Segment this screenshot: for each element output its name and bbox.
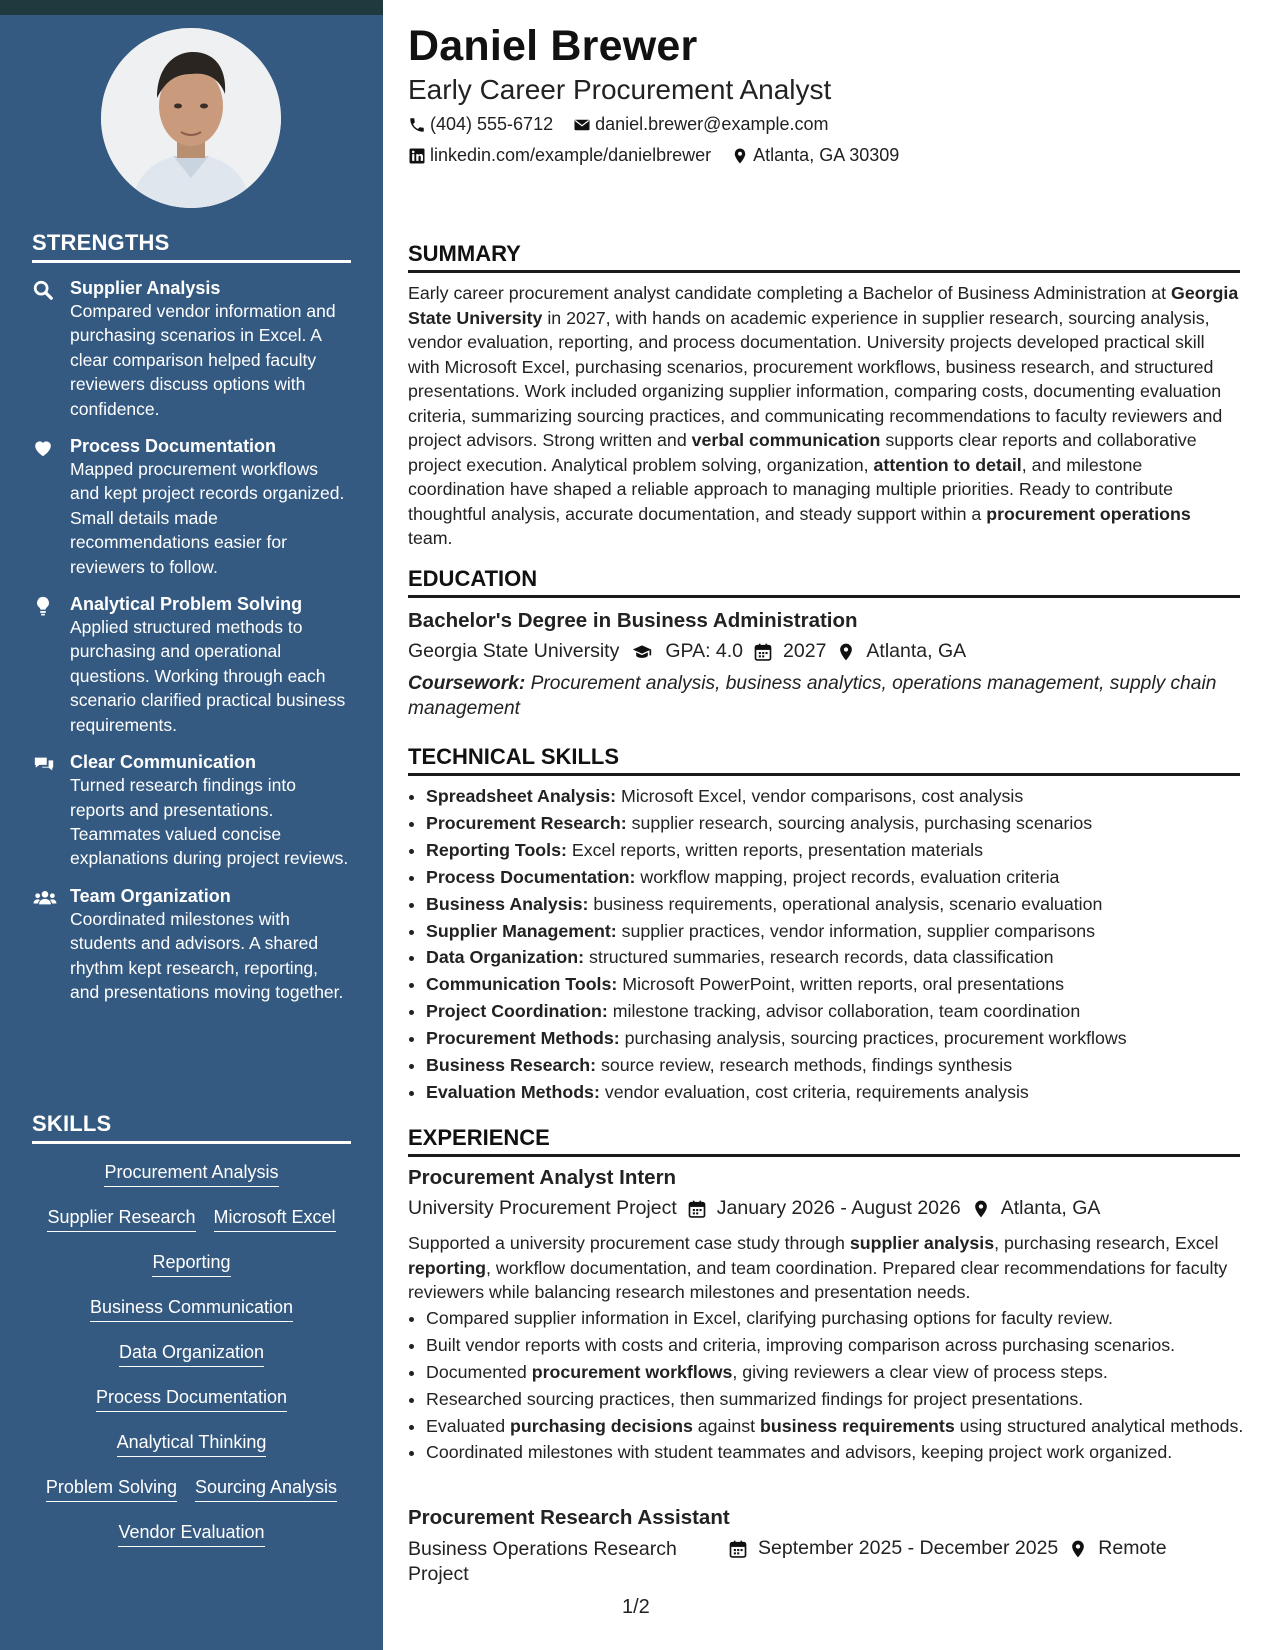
email-item[interactable] — [573, 114, 828, 135]
text-segment: , giving reviewers a clear view of process steps. — [732, 1361, 1108, 1382]
technical-skill-item — [426, 918, 1258, 945]
strength-title: Analytical Problem Solving — [70, 594, 303, 615]
emphasis-text: business requirements — [760, 1415, 955, 1436]
coursework — [408, 672, 1240, 721]
skill-category: Data Organization: — [426, 947, 585, 968]
heart-icon — [32, 437, 56, 459]
text-segment: supports clear reports and collaborative project execution. Analytical problem solving, organization, — [408, 430, 1197, 475]
text-segment: in 2027, with hands on academic experience in supplier research, sourcing analysis, vendor evaluation, reporting, and process documentation. University projects developed practical skill with Microsoft Excel, purchasing scenarios, procurement workflows, business research, and structured presentations. Work included organizing supplier information, comparing costs, documenting evaluation criteria, summarizing sourcing practices, and communicating recommendations to faculty reviewers and project advisors. Strong written and — [408, 307, 1223, 450]
skills-list — [32, 1154, 351, 1559]
skill-chip: Process Documentation — [96, 1385, 287, 1412]
lightbulb-icon — [32, 595, 56, 617]
job-title-2: Procurement Research Assistant — [408, 1506, 730, 1529]
emphasis-text: purchasing decisions — [510, 1415, 693, 1436]
skills-row — [32, 1469, 351, 1514]
technical-skill-item — [426, 837, 1258, 864]
text-segment: , workflow documentation, and team coordination. Prepared clear recommendations for faculty reviewers while balancing research milestones and presentation needs. — [408, 1257, 1228, 1302]
text-segment: Supported a university procurement case study through — [408, 1233, 850, 1253]
technical-skill-item — [426, 1052, 1258, 1079]
strength-description: Compared vendor information and purchasing scenarios in Excel. A clear comparison helped faculty reviewers discuss options with confidence. — [70, 301, 336, 419]
strength-description: Mapped procurement workflows and kept project records organized. Small details made recommendations easier for reviewers to follow. — [70, 459, 345, 577]
skill-chip: Problem Solving — [46, 1475, 177, 1502]
technical-skill-item — [426, 1025, 1258, 1052]
text-segment: team. — [408, 528, 453, 548]
skill-category: Business Research: — [426, 1055, 596, 1076]
skills-row — [32, 1289, 351, 1334]
skills-heading: SKILLS — [32, 1111, 351, 1144]
strengths-section — [32, 230, 351, 1004]
strength-description: Applied structured methods to purchasing and operational questions. Working through each scenario clarified practical business requirements. — [70, 617, 346, 735]
summary-heading: SUMMARY — [408, 241, 1240, 273]
strengths-list — [32, 277, 351, 1004]
map-pin-icon — [836, 642, 856, 662]
job-org-1: University Procurement Project — [408, 1197, 677, 1219]
location-item — [731, 145, 899, 166]
graduation-year: 2027 — [783, 640, 827, 662]
job-summary-1 — [408, 1231, 1240, 1305]
text-segment: , and milestone coordination have shaped a reliable approach to managing multiple priorities. Ready to contribute thoughtful analysis, accurate documentation, and steady support within a — [408, 454, 1174, 524]
coursework-text: Procurement analysis, business analytics, operations management, supply chain management — [408, 673, 1217, 719]
strength-item — [32, 277, 351, 421]
technical-skill-item — [426, 971, 1258, 998]
job-meta-2 — [408, 1537, 1167, 1586]
emphasis-text: Georgia State University — [408, 283, 1239, 328]
education-location: Atlanta, GA — [866, 640, 967, 662]
skill-details: business requirements, operational analysis, scenario evaluation — [588, 893, 1103, 914]
strength-item — [32, 593, 351, 737]
skill-chip: Business Communication — [90, 1295, 293, 1322]
emphasis-text: supplier analysis — [849, 1233, 995, 1253]
skill-chip: Reporting — [152, 1250, 230, 1277]
technical-skill-item — [426, 891, 1258, 918]
calendar-icon — [728, 1539, 748, 1559]
linkedin-icon — [408, 147, 426, 165]
skill-category: Supplier Management: — [426, 920, 617, 941]
strength-item — [32, 751, 351, 871]
skill-details: Microsoft PowerPoint, written reports, oral presentations — [617, 974, 1065, 995]
calendar-icon — [687, 1199, 707, 1219]
skill-chip: Analytical Thinking — [117, 1430, 267, 1457]
candidate-name: Daniel Brewer — [408, 22, 698, 70]
contact-row-2 — [408, 145, 899, 166]
linkedin-text[interactable]: linkedin.com/example/danielbrewer — [430, 145, 712, 165]
skill-category: Reporting Tools: — [426, 839, 567, 860]
skill-details: structured summaries, research records, data classification — [584, 947, 1054, 968]
phone-text: (404) 555-6712 — [430, 114, 554, 134]
skill-details: workflow mapping, project records, evaluation criteria — [635, 866, 1060, 887]
skill-category: Spreadsheet Analysis: — [426, 786, 617, 806]
job-dates-1: January 2026 - August 2026 — [716, 1197, 961, 1219]
skill-category: Procurement Methods: — [426, 1028, 620, 1049]
linkedin-item[interactable] — [408, 145, 711, 166]
technical-skill-item — [426, 998, 1258, 1025]
map-pin-icon — [731, 147, 749, 165]
technical-skill-item — [426, 810, 1258, 837]
skill-details: source review, research methods, findings synthesis — [596, 1055, 1013, 1076]
emphasis-text: attention to detail — [873, 454, 1022, 475]
skill-details: supplier research, sourcing analysis, purchasing scenarios — [626, 812, 1093, 833]
education-meta — [408, 640, 966, 663]
calendar-icon — [753, 642, 773, 662]
job-org-2: Business Operations Research Project — [408, 1538, 677, 1585]
text-segment: against — [692, 1415, 761, 1436]
skill-category: Project Coordination: — [426, 1001, 608, 1022]
location-text: Atlanta, GA 30309 — [753, 145, 900, 165]
text-segment: , purchasing research, Excel — [994, 1233, 1219, 1253]
text-segment: Compared supplier information in Excel, clarifying purchasing options for faculty review. — [426, 1308, 1113, 1328]
job-bullet — [426, 1360, 1258, 1385]
skill-chip: Data Organization — [119, 1340, 264, 1367]
emphasis-text: procurement workflows — [531, 1361, 733, 1382]
skill-details: Excel reports, written reports, presentation materials — [566, 839, 983, 860]
skill-details: vendor evaluation, cost criteria, requirements analysis — [599, 1081, 1029, 1102]
technical-skill-item — [426, 864, 1258, 891]
job-dates-2: September 2025 - December 2025 — [758, 1537, 1059, 1559]
skill-details: milestone tracking, advisor collaboration, team coordination — [607, 1001, 1081, 1022]
skill-chip: Microsoft Excel — [214, 1205, 336, 1232]
technical-skill-item — [426, 783, 1258, 810]
text-segment: Documented — [426, 1361, 532, 1382]
education-heading: EDUCATION — [408, 566, 1240, 598]
gpa-text: GPA: 4.0 — [665, 640, 744, 662]
skill-details: Microsoft Excel, vendor comparisons, cost analysis — [616, 786, 1024, 806]
skills-row — [32, 1154, 351, 1199]
skill-chip: Vendor Evaluation — [118, 1520, 264, 1547]
job-title-1: Procurement Analyst Intern — [408, 1166, 677, 1189]
job-bullets-1 — [408, 1306, 1258, 1467]
skills-row — [32, 1424, 351, 1469]
job-bullet — [426, 1306, 1258, 1331]
skills-row — [32, 1514, 351, 1559]
emphasis-text: reporting — [408, 1257, 487, 1278]
strength-description: Turned research findings into reports and presentations. Teammates valued concise explanations during project reviews. — [70, 775, 349, 869]
job-bullet — [426, 1414, 1258, 1439]
text-segment: using structured analytical methods. — [954, 1415, 1244, 1436]
skill-category: Evaluation Methods: — [426, 1081, 600, 1102]
skill-chip: Sourcing Analysis — [195, 1475, 337, 1502]
strength-title: Supplier Analysis — [70, 278, 221, 298]
job-bullet — [426, 1387, 1258, 1412]
skills-section — [32, 1111, 351, 1559]
emphasis-text: procurement operations — [986, 503, 1191, 524]
technical-skills-list — [408, 783, 1258, 1106]
page-number: 1/2 — [622, 1596, 650, 1618]
technical-skill-item — [426, 1079, 1258, 1106]
strength-item — [32, 885, 351, 1005]
envelope-icon — [573, 116, 591, 134]
map-pin-icon — [1068, 1539, 1088, 1559]
job-bullet — [426, 1333, 1258, 1358]
sidebar — [0, 0, 383, 1650]
skill-chip: Procurement Analysis — [104, 1160, 278, 1187]
skill-category: Process Documentation: — [426, 866, 636, 887]
skill-category: Communication Tools: — [426, 974, 618, 995]
strengths-heading: STRENGTHS — [32, 230, 351, 263]
phone-item — [408, 114, 553, 135]
top-accent-bar — [0, 0, 383, 15]
contact-row-1 — [408, 114, 828, 135]
technical-skill-item — [426, 944, 1258, 971]
technical-skills-heading: TECHNICAL SKILLS — [408, 744, 1240, 776]
degree-title: Bachelor's Degree in Business Administration — [408, 609, 858, 632]
text-segment: Early career procurement analyst candidate completing a Bachelor of Business Administration at — [408, 283, 1172, 303]
skill-details: supplier practices, vendor information, supplier comparisons — [616, 920, 1096, 941]
summary-text — [408, 281, 1240, 551]
strength-description: Coordinated milestones with students and advisors. A shared rhythm kept research, reporting, and presentations moving together. — [70, 908, 344, 1002]
coursework-label: Coursework: — [408, 673, 526, 694]
job-meta-1 — [408, 1197, 1100, 1220]
skill-category: Business Analysis: — [426, 893, 589, 914]
emphasis-text: verbal communication — [691, 430, 881, 450]
skill-details: purchasing analysis, sourcing practices, procurement workflows — [619, 1028, 1127, 1049]
job-location-2: Remote — [1098, 1537, 1167, 1559]
map-pin-icon — [971, 1199, 991, 1219]
strength-title: Process Documentation — [70, 436, 277, 457]
text-segment: Researched sourcing practices, then summarized findings for project presentations. — [426, 1388, 1084, 1409]
skills-row — [32, 1244, 351, 1289]
experience-heading: EXPERIENCE — [408, 1125, 1240, 1157]
candidate-role: Early Career Procurement Analyst — [408, 74, 832, 105]
profile-photo — [101, 28, 281, 208]
strength-title: Clear Communication — [70, 752, 257, 773]
job-location-1: Atlanta, GA — [1000, 1197, 1101, 1219]
users-icon — [32, 887, 56, 909]
school-name: Georgia State University — [408, 640, 620, 662]
phone-icon — [408, 116, 426, 134]
comments-icon — [32, 753, 56, 775]
email-text[interactable]: daniel.brewer@example.com — [595, 114, 829, 134]
graduation-cap-icon — [629, 642, 655, 662]
text-segment: Coordinated milestones with student teammates and advisors, keeping project work organized. — [426, 1442, 1173, 1463]
strength-title: Team Organization — [70, 885, 231, 906]
skills-row — [32, 1199, 351, 1244]
skills-row — [32, 1379, 351, 1424]
job-bullet — [426, 1440, 1258, 1465]
search-icon — [32, 279, 56, 301]
skill-category: Procurement Research: — [426, 812, 627, 833]
skill-chip: Supplier Research — [47, 1205, 195, 1232]
strength-item — [32, 435, 351, 579]
text-segment: Built vendor reports with costs and criteria, improving comparison across purchasing scenarios. — [426, 1334, 1176, 1355]
text-segment: Evaluated — [426, 1415, 511, 1436]
skills-row — [32, 1334, 351, 1379]
